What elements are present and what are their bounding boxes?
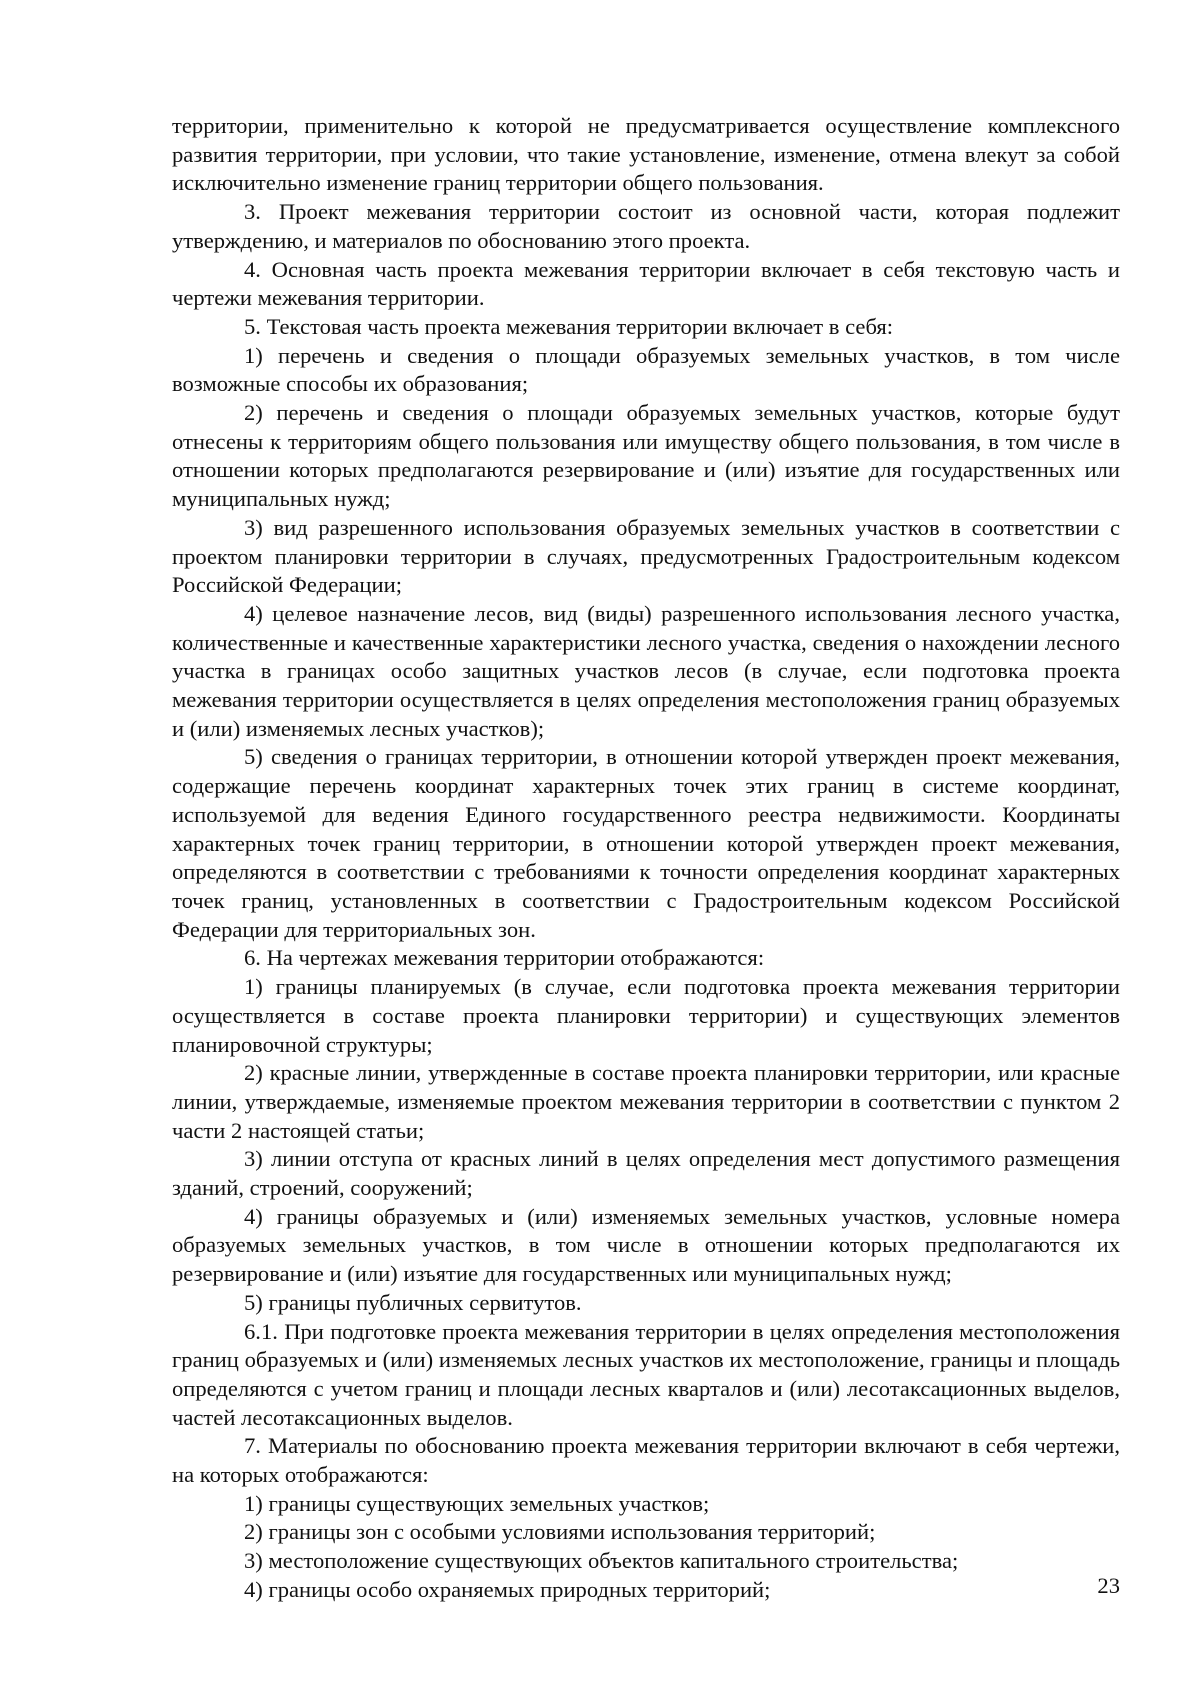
paragraph-item-6-3: 3) линии отступа от красных линий в целях определения мест допустимого размещения зданий, строений, сооружений; xyxy=(172,1146,1120,1201)
paragraph-item-6: 6. На чертежах межевания территории отображаются: xyxy=(244,945,765,971)
paragraph-item-5-1: 1) перечень и сведения о площади образуемых земельных участков, в том числе возможные способы их образования; xyxy=(172,342,1120,397)
paragraph-item-5-2: 2) перечень и сведения о площади образуемых земельных участков, которые будут отнесены к территориям общего пользования или имуществу общего пользования, в том числе в отношении которых предполагаются резервирование и (или) изъятие для государственных или муниципальных нужд; xyxy=(172,400,1120,512)
paragraph-item-5: 5. Текстовая часть проекта межевания территории включает в себя: xyxy=(244,313,894,339)
paragraph-continuation: территории, применительно к которой не предусматривается осуществление комплексного развития территории, при условии, что такие установление, изменение, отмена влекут за собой исключительно изменение границ территории общего пользования. xyxy=(172,113,1120,196)
paragraph-item-6-point-1: 6.1. При подготовке проекта межевания территории в целях определения местоположения границ образуемых и (или) изменяемых лесных участков их местоположение, границы и площадь определяются с учетом границ и площади лесных кварталов и (или) лесотаксационных выделов, частей лесотаксационных выделов. xyxy=(172,1318,1120,1430)
paragraph-item-7-1: 1) границы существующих земельных участков; xyxy=(244,1490,710,1516)
paragraph-item-6-2: 2) красные линии, утвержденные в составе проекта планировки территории, или красные линии, утверждаемые, изменяемые проектом межевания территории в соответствии с пунктом 2 части 2 настоящей статьи; xyxy=(172,1060,1120,1143)
page-number: 23 xyxy=(1097,1573,1120,1598)
paragraph-item-5-3: 3) вид разрешенного использования образуемых земельных участков в соответствии с проектом планировки территории в случаях, предусмотренных Градостроительным кодексом Российской Федерации; xyxy=(172,514,1120,598)
paragraph-item-7-3: 3) местоположение существующих объектов капитального строительства; xyxy=(244,1548,959,1574)
paragraph-item-7-2: 2) границы зон с особыми условиями использования территорий; xyxy=(244,1519,876,1545)
document-body xyxy=(172,112,1120,1605)
paragraph-item-6-5: 5) границы публичных сервитутов. xyxy=(244,1289,582,1315)
paragraph-item-7: 7. Материалы по обоснованию проекта межевания территории включают в себя чертежи, на которых отображаются: xyxy=(172,1433,1120,1488)
paragraph-item-6-4: 4) границы образуемых и (или) изменяемых земельных участков, условные номера образуемых земельных участков, в том числе в отношении которых предполагаются их резервирование и (или) изъятие для государственных или муниципальных нужд; xyxy=(172,1203,1120,1287)
paragraph-item-5-4: 4) целевое назначение лесов, вид (виды) разрешенного использования лесного участка, количественные и качественные характеристики лесного участка, сведения о нахождении лесного участка в границах особо защитных участков лесов (в случае, если подготовка проекта межевания территории осуществляется в целях определения местоположения границ образуемых и (или) изменяемых лесных участков); xyxy=(172,600,1120,741)
paragraph-item-5-5: 5) сведения о границах территории, в отношении которой утвержден проект межевания, содержащие перечень координат характерных точек этих границ в системе координат, используемой для ведения Единого государственного реестра недвижимости. Координаты характерных точек границ территории, в отношении которой утвержден проект межевания, определяются в соответствии с требованиями к точности определения координат характерных точек границ, установленных в соответствии с Градостроительным кодексом Российской Федерации для территориальных зон. xyxy=(172,744,1120,942)
paragraph-item-6-1: 1) границы планируемых (в случае, если подготовка проекта межевания территории осуществляется в составе проекта планировки территории) и существующих элементов планировочной структуры; xyxy=(172,974,1120,1057)
paragraph-item-3: 3. Проект межевания территории состоит из основной части, которая подлежит утверждению, и материалов по обоснованию этого проекта. xyxy=(172,199,1120,253)
paragraph-item-7-4: 4) границы особо охраняемых природных территорий; xyxy=(244,1576,771,1602)
paragraph-item-4: 4. Основная часть проекта межевания территории включает в себя текстовую часть и чертежи межевания территории. xyxy=(172,256,1120,311)
